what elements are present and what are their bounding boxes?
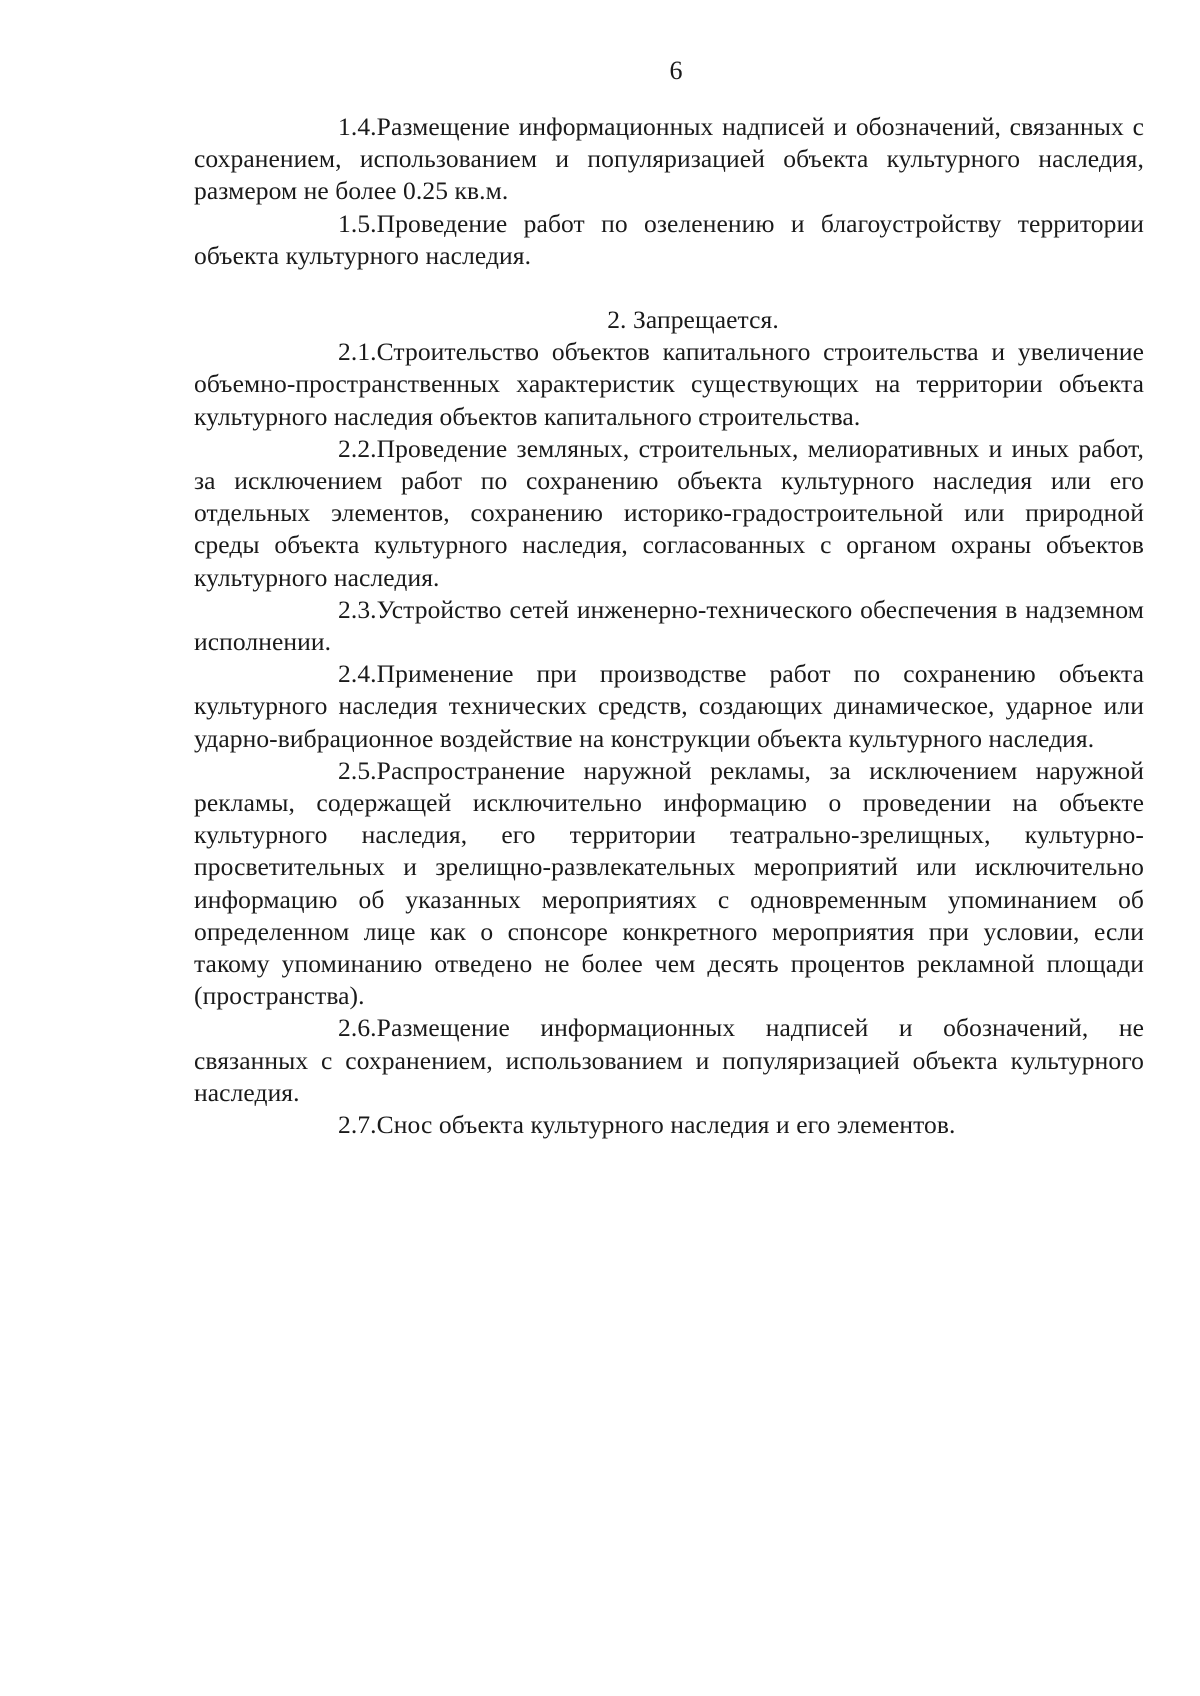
item-number: 2.5.: [338, 755, 377, 785]
item-2-4: [194, 658, 1144, 755]
item-text: Размещение информационных надписей и обозначений, не связанных с сохранением, использованием и популяризацией объекта культурного наследия.: [194, 1013, 1144, 1107]
item-1-5: [194, 208, 1144, 272]
item-text: Устройство сетей инженерно-технического обеспечения в надземном исполнении.: [194, 594, 1144, 657]
section-2-heading: 2. Запрещается.: [607, 305, 779, 335]
item-2-6: [194, 1012, 1144, 1109]
item-text: Применение при производстве работ по сохранению объекта культурного наследия технических средств, создающих динамическое, ударное или ударно-вибрационное воздействие на конструкции объекта культурного наследия.: [194, 659, 1144, 753]
item-number: 2.1.: [338, 337, 377, 367]
item-number: 2.3.: [338, 594, 377, 624]
page-number: 6: [669, 56, 683, 85]
item-1-4: [194, 111, 1144, 208]
item-number: 2.4.: [338, 659, 377, 689]
item-number: 2.7.: [338, 1110, 377, 1140]
item-text: Строительство объектов капитального строительства и увеличение объемно-пространственных характеристик существующих на территории объекта культурного наследия объектов капитального строительства.: [194, 337, 1144, 431]
item-2-5: [194, 755, 1144, 1013]
item-2-2: [194, 433, 1144, 594]
item-2-1: [194, 336, 1144, 433]
item-number: 2.6.: [338, 1013, 377, 1043]
item-2-7: [194, 1109, 1144, 1141]
item-text: Снос объекта культурного наследия и его элементов.: [376, 1110, 956, 1140]
document-body: [194, 111, 1144, 1141]
item-number: 1.5.: [338, 208, 377, 238]
item-text: Размещение информационных надписей и обозначений, связанных с сохранением, использованием и популяризацией объекта культурного наследия, размером не более 0.25 кв.м.: [194, 112, 1144, 206]
item-2-3: [194, 594, 1144, 658]
item-text: Распространение наружной рекламы, за исключением наружной рекламы, содержащей исключительно информацию о проведении на объекте культурного наследия, его территории театрально-зрелищных, культурно-просветительных и зрелищно-развлекательных мероприятий или исключительно информацию об указанных мероприятиях с одновременным упоминанием об определенном лице как о спонсоре конкретного мероприятия при условии, если такому упоминанию отведено не более чем десять процентов рекламной площади (пространства).: [194, 755, 1144, 1011]
item-text: Проведение земляных, строительных, мелиоративных и иных работ, за исключением работ по сохранению объекта культурного наследия или его отдельных элементов, сохранению историко-градостроительной или природной среды объекта культурного наследия, согласованных с органом охраны объектов культурного наследия.: [194, 433, 1144, 592]
item-number: 2.2.: [338, 433, 377, 463]
item-text: Проведение работ по озеленению и благоустройству территории объекта культурного наследия.: [194, 208, 1144, 270]
item-number: 1.4.: [338, 112, 377, 141]
